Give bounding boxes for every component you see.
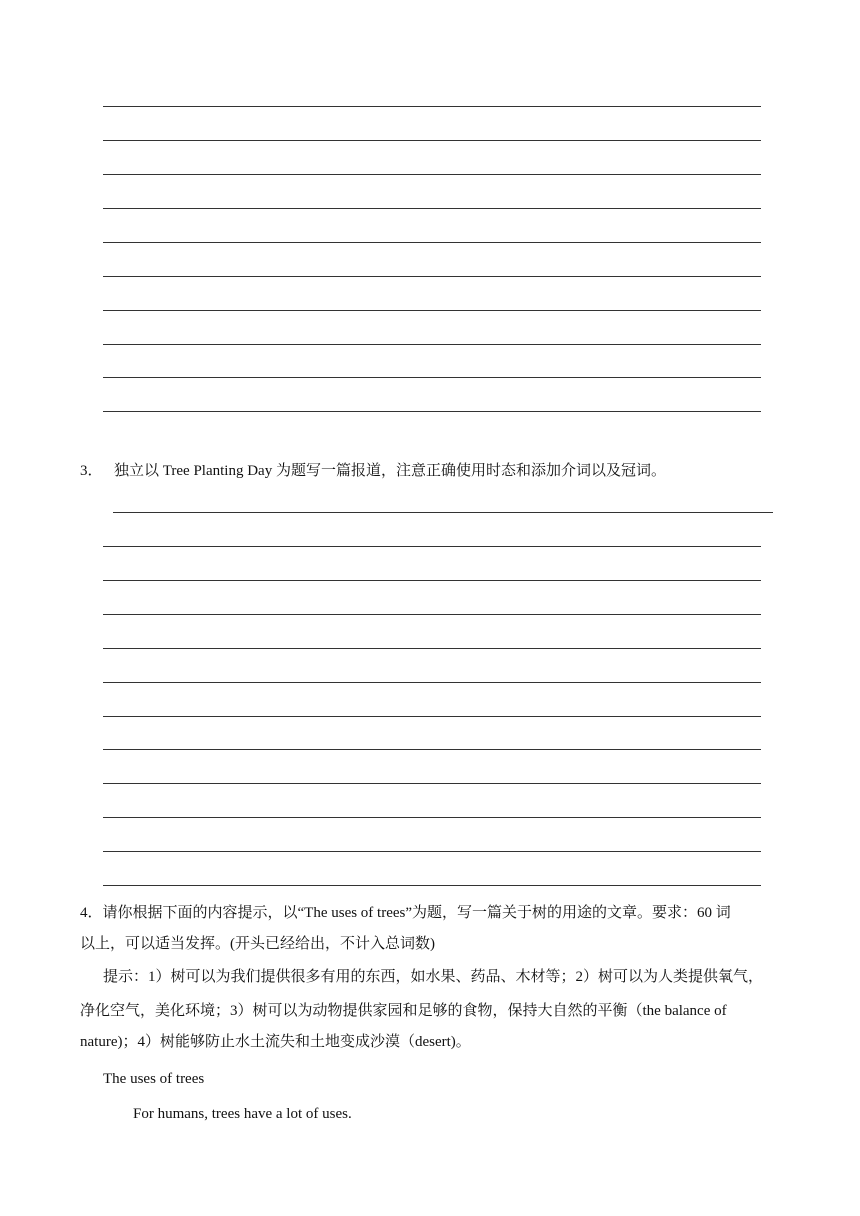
answer-line[interactable] [103,546,761,547]
answer-line[interactable] [103,716,761,717]
answer-line[interactable] [103,344,761,345]
question-4-line-2: 以上，可以适当发挥。(开头已经给出，不计入总词数) [80,936,435,952]
hint-line-2: 净化空气，美化环境；3）树可以为动物提供家园和足够的食物，保持大自然的平衡（the balance of [80,1003,727,1019]
answer-line[interactable] [103,276,761,277]
answer-line[interactable] [103,851,761,852]
answer-line[interactable] [103,174,761,175]
answer-line[interactable] [103,648,761,649]
essay-title: The uses of trees [103,1071,205,1087]
question-text: 独立以 Tree Planting Day 为题写一篇报道，注意正确使用时态和添加介词以及冠词。 [114,463,666,479]
answer-line[interactable] [103,580,761,581]
question-4-line-1: 4．请你根据下面的内容提示，以“The uses of trees”为题，写一篇关于树的用途的文章。要求：60 词 [80,905,731,921]
answer-line[interactable] [103,310,761,311]
hint-line-3: nature)；4）树能够防止水土流失和土地变成沙漠（desert)。 [80,1034,471,1050]
answer-line[interactable] [103,106,761,107]
question-number: 3． [80,463,103,479]
answer-line[interactable] [103,682,761,683]
answer-line[interactable] [103,140,761,141]
answer-line[interactable] [103,885,761,886]
answer-line[interactable] [103,377,761,378]
question-3 [80,461,666,481]
answer-line[interactable] [103,411,761,412]
answer-line[interactable] [103,783,761,784]
answer-line[interactable] [103,817,761,818]
answer-line[interactable] [103,614,761,615]
hint-line-1: 提示：1）树可以为我们提供很多有用的东西，如水果、药品、木材等；2）树可以为人类提供氧气， [103,969,764,985]
answer-line[interactable] [103,242,761,243]
essay-opening: For humans, trees have a lot of uses. [133,1106,352,1122]
answer-line[interactable] [113,512,773,513]
answer-line[interactable] [103,208,761,209]
answer-line[interactable] [103,749,761,750]
